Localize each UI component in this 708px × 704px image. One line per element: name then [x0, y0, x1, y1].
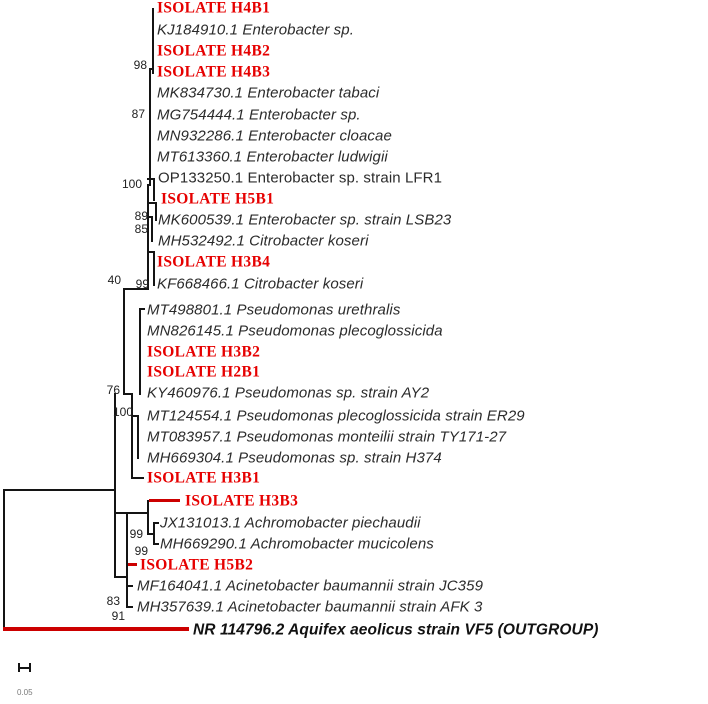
taxon-label: ISOLATE H5B2	[140, 556, 254, 574]
branch-segment	[3, 489, 115, 491]
branch-segment-red	[128, 563, 137, 566]
branch-segment	[18, 663, 20, 672]
branch-segment	[114, 393, 116, 578]
branch-segment	[153, 522, 159, 524]
bootstrap-value: 98	[133, 58, 147, 72]
branch-segment	[29, 663, 31, 672]
taxon-label: ISOLATE H4B1	[157, 0, 271, 17]
taxon-label: ISOLATE H3B2	[147, 343, 261, 361]
branch-segment	[155, 202, 157, 221]
branch-segment	[153, 543, 159, 545]
taxon-label: MH532492.1 Citrobacter koseri	[158, 232, 369, 250]
branch-segment	[137, 415, 139, 459]
bootstrap-value: 76	[106, 383, 120, 397]
branch-segment	[147, 184, 149, 290]
branch-segment	[147, 500, 149, 534]
taxon-label: KJ184910.1 Enterobacter sp.	[157, 21, 354, 39]
taxon-label: ISOLATE H4B3	[157, 63, 271, 81]
branch-segment-red	[3, 627, 189, 631]
branch-segment	[139, 308, 141, 395]
taxon-label: MK834730.1 Enterobacter tabaci	[157, 84, 380, 102]
bootstrap-value: 99	[134, 544, 148, 558]
branch-segment	[123, 288, 125, 395]
taxon-label: MT613360.1 Enterobacter ludwigii	[157, 148, 388, 166]
bootstrap-value: 100	[121, 177, 142, 191]
taxon-label: KF668466.1 Citrobacter koseri	[157, 275, 364, 293]
taxon-label: ISOLATE H5B1	[161, 190, 275, 208]
bootstrap-value: 99	[135, 277, 149, 291]
taxon-label: MH669290.1 Achromobacter mucicolens	[160, 535, 434, 553]
branch-segment	[152, 8, 154, 74]
taxon-label: MT498801.1 Pseudomonas urethralis	[147, 301, 401, 319]
branch-segment	[149, 68, 151, 186]
branch-segment	[114, 576, 128, 578]
branch-segment	[153, 522, 155, 545]
branch-segment	[153, 178, 155, 201]
taxon-label: MN932286.1 Enterobacter cloacae	[157, 127, 392, 145]
bootstrap-value: 89	[134, 209, 148, 223]
taxon-label: MH669304.1 Pseudomonas sp. strain H374	[147, 449, 442, 467]
taxon-label: MF164041.1 Acinetobacter baumannii strain JC359	[137, 577, 484, 595]
taxon-label: OP133250.1 Enterobacter sp. strain LFR1	[158, 169, 443, 187]
branch-segment	[126, 606, 133, 608]
branch-segment	[126, 512, 128, 608]
taxon-label: MN826145.1 Pseudomonas plecoglossicida	[147, 322, 443, 340]
taxon-label: KY460976.1 Pseudomonas sp. strain AY2	[147, 384, 430, 402]
taxon-label: MT124554.1 Pseudomonas plecoglossicida strain ER29	[147, 407, 525, 425]
bootstrap-value: 40	[107, 273, 121, 287]
bootstrap-value: 91	[111, 609, 125, 623]
bootstrap-value: 83	[106, 594, 120, 608]
taxon-label: ISOLATE H3B4	[157, 253, 271, 271]
taxon-label: ISOLATE H4B2	[157, 42, 271, 60]
taxon-label: JX131013.1 Achromobacter piechaudii	[160, 514, 421, 532]
branch-segment	[151, 216, 153, 242]
taxon-label: MT083957.1 Pseudomonas monteilii strain TY171-27	[147, 428, 507, 446]
taxon-label: NR 114796.2 Aquifex aeolicus strain VF5 (OUTGROUP)	[193, 621, 599, 639]
branch-segment	[153, 251, 155, 286]
bootstrap-value: 87	[131, 107, 145, 121]
branch-segment	[114, 512, 149, 514]
branch-segment	[3, 489, 5, 630]
branch-segment	[126, 585, 133, 587]
taxon-label: MH357639.1 Acinetobacter baumannii strain AFK 3	[137, 598, 483, 616]
taxon-label: MK600539.1 Enterobacter sp. strain LSB23	[158, 211, 452, 229]
branch-segment	[131, 477, 144, 479]
bootstrap-value: 85	[134, 222, 148, 236]
taxon-label: ISOLATE H3B1	[147, 469, 261, 487]
taxon-label: ISOLATE H3B3	[185, 492, 299, 510]
bootstrap-value: 99	[129, 527, 143, 541]
branch-segment	[139, 308, 145, 310]
taxon-label: ISOLATE H2B1	[147, 363, 261, 381]
bootstrap-value: 100	[112, 405, 133, 419]
taxon-label: MG754444.1 Enterobacter sp.	[157, 106, 361, 124]
branch-segment-red	[149, 499, 180, 502]
scale-bar-label: 0.05	[17, 688, 33, 697]
